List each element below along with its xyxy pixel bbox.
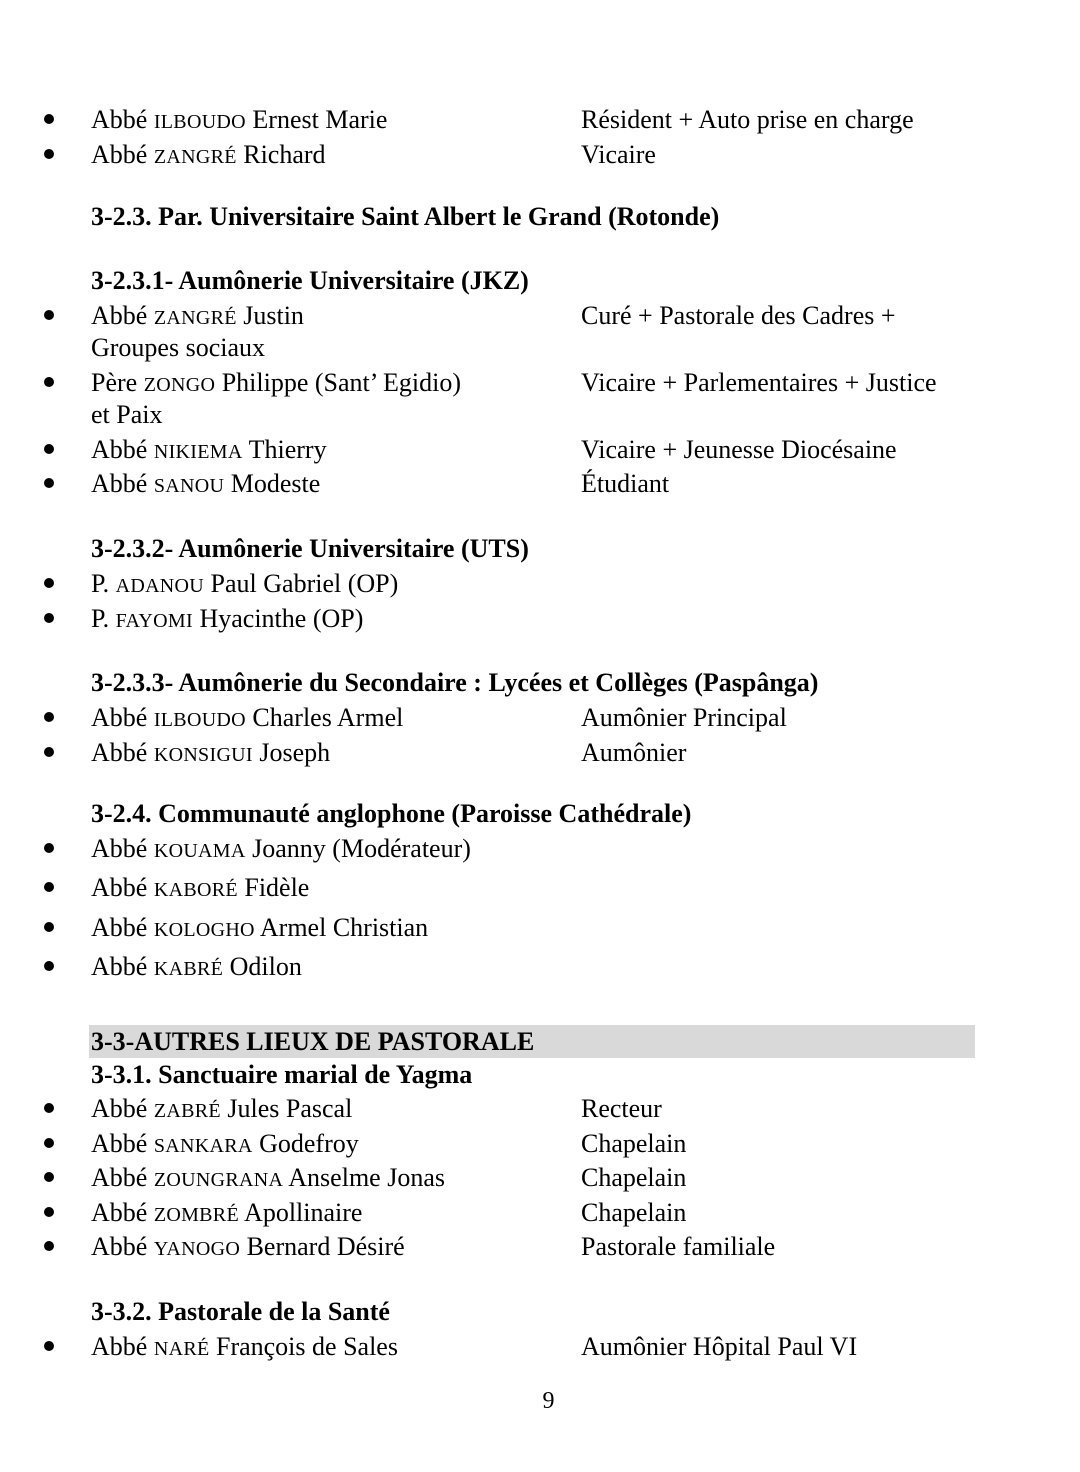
bullet-icon — [44, 1341, 54, 1351]
page-number: 9 — [542, 1388, 555, 1414]
person-name: Abbé SANKARA Godefroy — [91, 1129, 359, 1158]
person-role: Aumônier Principal — [581, 703, 787, 732]
list-item — [0, 1230, 1080, 1264]
person-name: Abbé ILBOUDO Charles Armel — [91, 703, 404, 732]
continuation-text: Groupes sociaux — [91, 333, 266, 362]
bullet-icon — [44, 613, 54, 623]
list-item — [0, 701, 1080, 735]
subsection-heading: 3-2.3.1- Aumônerie Universitaire (JKZ) — [91, 266, 529, 295]
section-heading: 3-2.4. Communauté anglophone (Paroisse Cathédrale) — [91, 799, 692, 828]
person-role: Chapelain — [581, 1198, 687, 1227]
person-name: Père ZONGO Philippe (Sant’ Egidio) — [91, 368, 461, 397]
section-heading: 3-3.2. Pastorale de la Santé — [91, 1297, 390, 1326]
person-role: Chapelain — [581, 1163, 687, 1192]
list-item — [0, 602, 1080, 636]
bullet-icon — [44, 444, 54, 454]
bullet-icon — [44, 310, 54, 320]
list-item — [0, 911, 1080, 945]
person-role: Aumônier — [581, 738, 687, 767]
list-item — [0, 433, 1080, 467]
person-name: P. ADANOU Paul Gabriel (OP) — [91, 569, 399, 598]
person-role: Curé + Pastorale des Cadres + — [581, 301, 896, 330]
list-item — [0, 1330, 1080, 1364]
bullet-icon — [44, 961, 54, 971]
person-name: Abbé KOUAMA Joanny (Modérateur) — [91, 834, 471, 863]
list-item — [0, 736, 1080, 770]
subsection-heading: 3-2.3.2- Aumônerie Universitaire (UTS) — [91, 534, 529, 563]
list-item — [0, 871, 1080, 905]
person-name: Abbé SANOU Modeste — [91, 469, 321, 498]
list-item — [0, 366, 1080, 400]
person-role: Vicaire — [581, 140, 656, 169]
section-heading: 3-3.1. Sanctuaire marial de Yagma — [91, 1060, 473, 1089]
person-name: Abbé ILBOUDO Ernest Marie — [91, 105, 388, 134]
person-role: Recteur — [581, 1094, 662, 1123]
person-name: Abbé KABORÉ Fidèle — [91, 873, 310, 902]
continuation-text: et Paix — [91, 400, 163, 429]
list-item — [0, 103, 1080, 137]
person-name: Abbé ZOUNGRANA Anselme Jonas — [91, 1163, 445, 1192]
bullet-icon — [44, 1172, 54, 1182]
person-name: Abbé KABRÉ Odilon — [91, 952, 302, 981]
bullet-icon — [44, 377, 54, 387]
subsection-heading: 3-2.3.3- Aumônerie du Secondaire : Lycées et Collèges (Paspânga) — [91, 668, 819, 697]
bullet-icon — [44, 578, 54, 588]
chapter-heading: 3-3-AUTRES LIEUX DE PASTORALE — [91, 1027, 535, 1056]
list-item — [0, 1127, 1080, 1161]
section-heading: 3-2.3. Par. Universitaire Saint Albert le Grand (Rotonde) — [91, 202, 720, 231]
person-role: Étudiant — [581, 469, 670, 498]
list-item — [0, 138, 1080, 172]
bullet-icon — [44, 882, 54, 892]
list-item-continuation — [0, 398, 1080, 432]
list-item — [0, 1092, 1080, 1126]
person-role: Résident + Auto prise en charge — [581, 105, 914, 134]
bullet-icon — [44, 922, 54, 932]
person-name: Abbé NIKIEMA Thierry — [91, 435, 327, 464]
bullet-icon — [44, 1138, 54, 1148]
person-name: Abbé ZABRÉ Jules Pascal — [91, 1094, 353, 1123]
bullet-icon — [44, 712, 54, 722]
person-role: Vicaire + Parlementaires + Justice — [581, 368, 937, 397]
list-item — [0, 299, 1080, 333]
bullet-icon — [44, 747, 54, 757]
list-item-continuation — [0, 331, 1080, 365]
person-name: Abbé KOLOGHO Armel Christian — [91, 913, 429, 942]
person-name: Abbé YANOGO Bernard Désiré — [91, 1232, 405, 1261]
list-item — [0, 1196, 1080, 1230]
person-name: P. FAYOMI Hyacinthe (OP) — [91, 604, 364, 633]
person-role: Chapelain — [581, 1129, 687, 1158]
list-item — [0, 467, 1080, 501]
bullet-icon — [44, 114, 54, 124]
bullet-icon — [44, 843, 54, 853]
list-item — [0, 567, 1080, 601]
person-name: Abbé NARÉ François de Sales — [91, 1332, 398, 1361]
bullet-icon — [44, 1103, 54, 1113]
person-role: Aumônier Hôpital Paul VI — [581, 1332, 858, 1361]
chapter-heading-band — [89, 1025, 975, 1058]
person-name: Abbé ZANGRÉ Justin — [91, 301, 304, 330]
bullet-icon — [44, 1207, 54, 1217]
person-role: Vicaire + Jeunesse Diocésaine — [581, 435, 897, 464]
person-role: Pastorale familiale — [581, 1232, 776, 1261]
list-item — [0, 950, 1080, 984]
list-item — [0, 1161, 1080, 1195]
bullet-icon — [44, 1241, 54, 1251]
bullet-icon — [44, 478, 54, 488]
bullet-icon — [44, 149, 54, 159]
person-name: Abbé ZANGRÉ Richard — [91, 140, 326, 169]
person-name: Abbé KONSIGUI Joseph — [91, 738, 331, 767]
person-name: Abbé ZOMBRÉ Apollinaire — [91, 1198, 363, 1227]
list-item — [0, 832, 1080, 866]
